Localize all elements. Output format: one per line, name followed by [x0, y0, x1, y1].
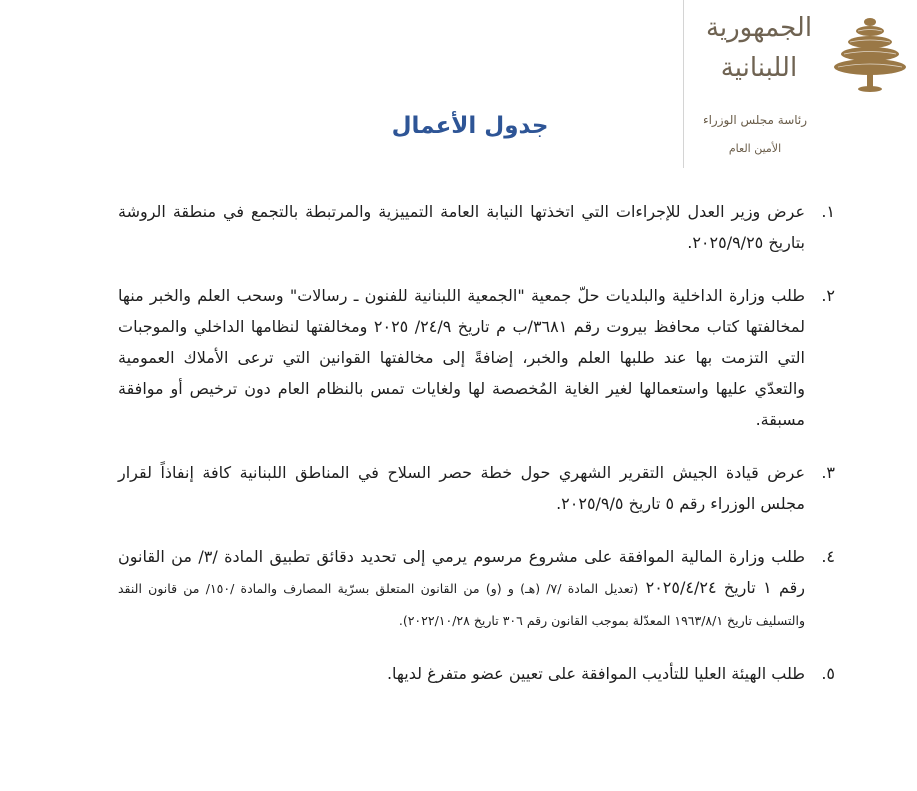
- republic-line-2: اللبنانية: [720, 53, 798, 83]
- agenda-item-text: طلب وزارة الداخلية والبلديات حلّ جمعية "الجمعية اللبنانية للفنون ـ رسالات" وسحب العلم والخبر منها لمخالفتها كتاب محافظ بيروت رقم ٣٦٨١/ب م تاريخ ٢٤/٩/ ٢٠٢٥ ومخالفتها لنظامها الداخلي والموجبات التي التزمت بها عند طلبها العلم والخبر، إضافةً إلى مخالفتها القوانين التي ترعى الأملاك العمومية والتعدّي عليها واستعمالها لغير الغاية المُخصصة لها ولغايات تمس بالنظام العام دون ترخيص أو موافقة مسبقة.: [118, 286, 806, 429]
- republic-name: [688, 8, 830, 88]
- agenda-item-number: ١.: [821, 202, 835, 221]
- agenda-item-number: ٤.: [821, 547, 835, 566]
- agenda-item-number: ٥.: [821, 664, 835, 683]
- agenda-item: [118, 541, 835, 636]
- agenda-item-text: طلب الهيئة العليا للتأديب الموافقة على تعيين عضو متفرغ لديها.: [386, 664, 805, 683]
- cedar-icon: [832, 14, 908, 94]
- agenda-item-detail: (تعديل المادة /٧/ (هـ) و (و) من القانون المتعلق بسرّية المصارف والمادة /١٥٠/ من قانون النقد والتسليف تاريخ ١٩٦٣/٨/١ المعدّلة بموجب القانون رقم ٣٠٦ تاريخ ٢٠٢٢/١٠/٢٨).: [118, 581, 805, 628]
- agenda-list: [118, 196, 835, 711]
- page-title: جدول الأعمال: [391, 113, 549, 139]
- office-name: رئاسة مجلس الوزراء: [702, 113, 808, 127]
- agenda-item-text: طلب وزارة المالية الموافقة على مشروع مرسوم يرمي إلى تحديد دقائق تطبيق المادة /٣/ من القانون رقم ١ تاريخ ٢٠٢٥/٤/٢٤: [118, 547, 806, 597]
- agenda-item: [118, 280, 835, 435]
- agenda-item: [118, 196, 835, 258]
- agenda-item: [118, 457, 835, 519]
- agenda-item-number: ٣.: [821, 463, 835, 482]
- agenda-item-text: عرض قيادة الجيش التقرير الشهري حول خطة حصر السلاح في المناطق اللبنانية كافة إنفاذاً لقرار مجلس الوزراء رقم ٥ تاريخ ٢٠٢٥/٩/٥.: [118, 463, 805, 513]
- agenda-item: [118, 658, 835, 689]
- letterhead-divider: [683, 0, 684, 168]
- agenda-item-text: عرض وزير العدل للإجراءات التي اتخذتها النيابة العامة التمييزية والمرتبطة بالتجمع في منطقة الروشة بتاريخ ٢٠٢٥/٩/٢٥.: [118, 202, 805, 252]
- republic-line-1: الجمهورية: [705, 13, 813, 43]
- agenda-item-text-block: [118, 541, 805, 636]
- agenda-item-number: ٢.: [821, 286, 835, 305]
- secretary-general-label: الأمين العام: [728, 142, 782, 155]
